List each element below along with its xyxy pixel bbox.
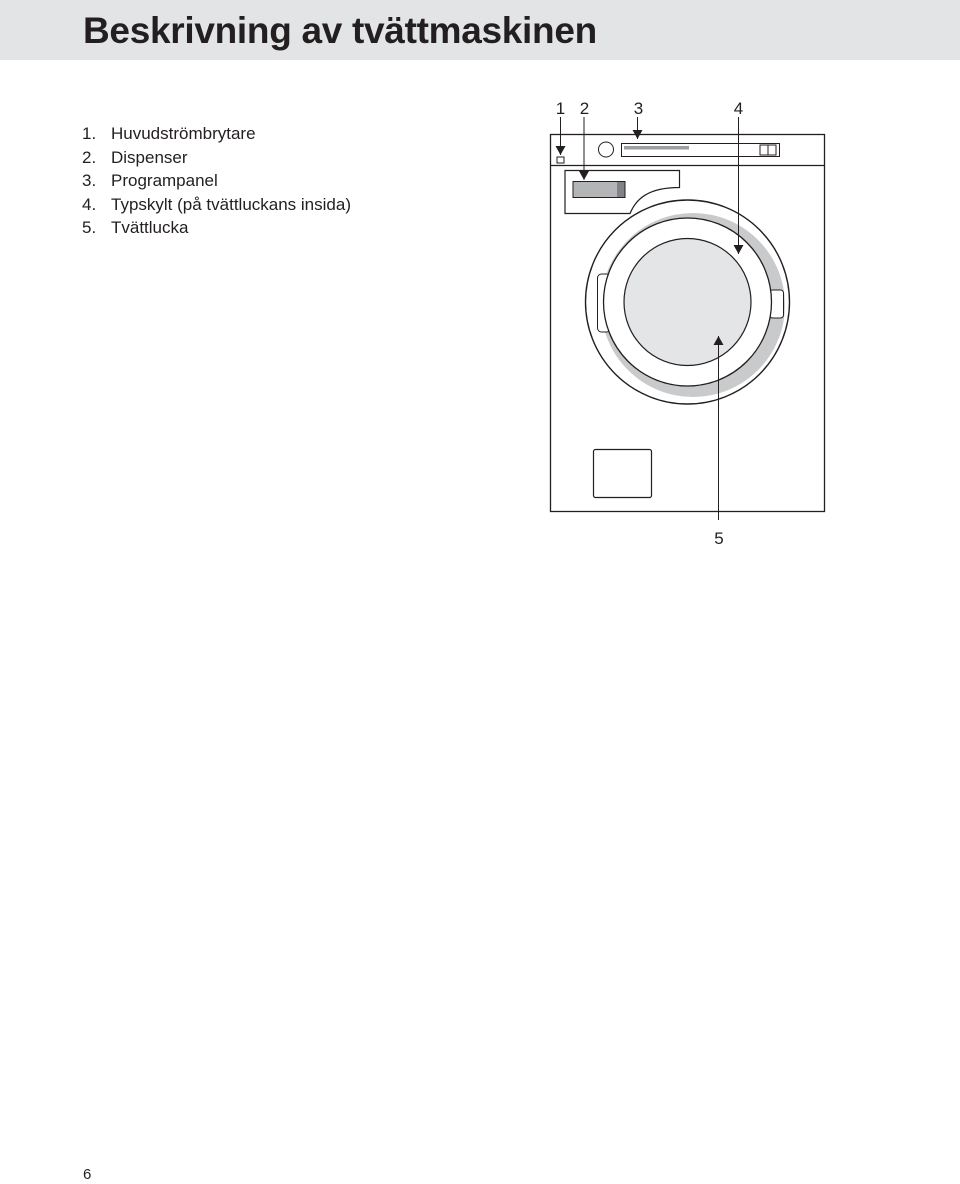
list-item-label: Dispenser [111,147,188,167]
program-knob [599,142,614,157]
parts-list [82,122,351,240]
list-item-number: 2. [82,147,97,167]
page-number: 6 [83,1166,92,1183]
list-item [82,193,351,217]
washing-machine-diagram [540,90,840,555]
list-item [82,169,351,193]
list-item [82,146,351,170]
list-item [82,122,351,146]
callout-label-4: 4 [733,99,744,118]
list-item-number: 5. [82,218,97,237]
list-item-label: Typskylt (på tvättluckans insida) [111,194,351,214]
program-panel [622,144,780,157]
title-band [0,0,960,60]
power-switch [557,157,564,163]
callout-label-1: 1 [555,99,566,118]
list-item-number: 1. [82,124,97,143]
callout-label-2: 2 [579,99,590,118]
list-item-label: Huvudströmbrytare [111,124,256,143]
page-title: Beskrivning av tvättmaskinen [83,10,597,51]
dispenser-handle-shade [617,182,625,197]
door-glass [624,239,751,366]
service-hatch [594,450,652,498]
list-item-label: Programpanel [111,171,218,190]
list-item [82,216,351,240]
list-item-label: Tvättlucka [111,218,189,237]
list-item-number: 3. [82,171,97,190]
program-panel-display [624,146,689,150]
list-item-number: 4. [82,194,97,214]
callout-label-3: 3 [633,99,644,118]
callout-label-5: 5 [714,529,724,548]
